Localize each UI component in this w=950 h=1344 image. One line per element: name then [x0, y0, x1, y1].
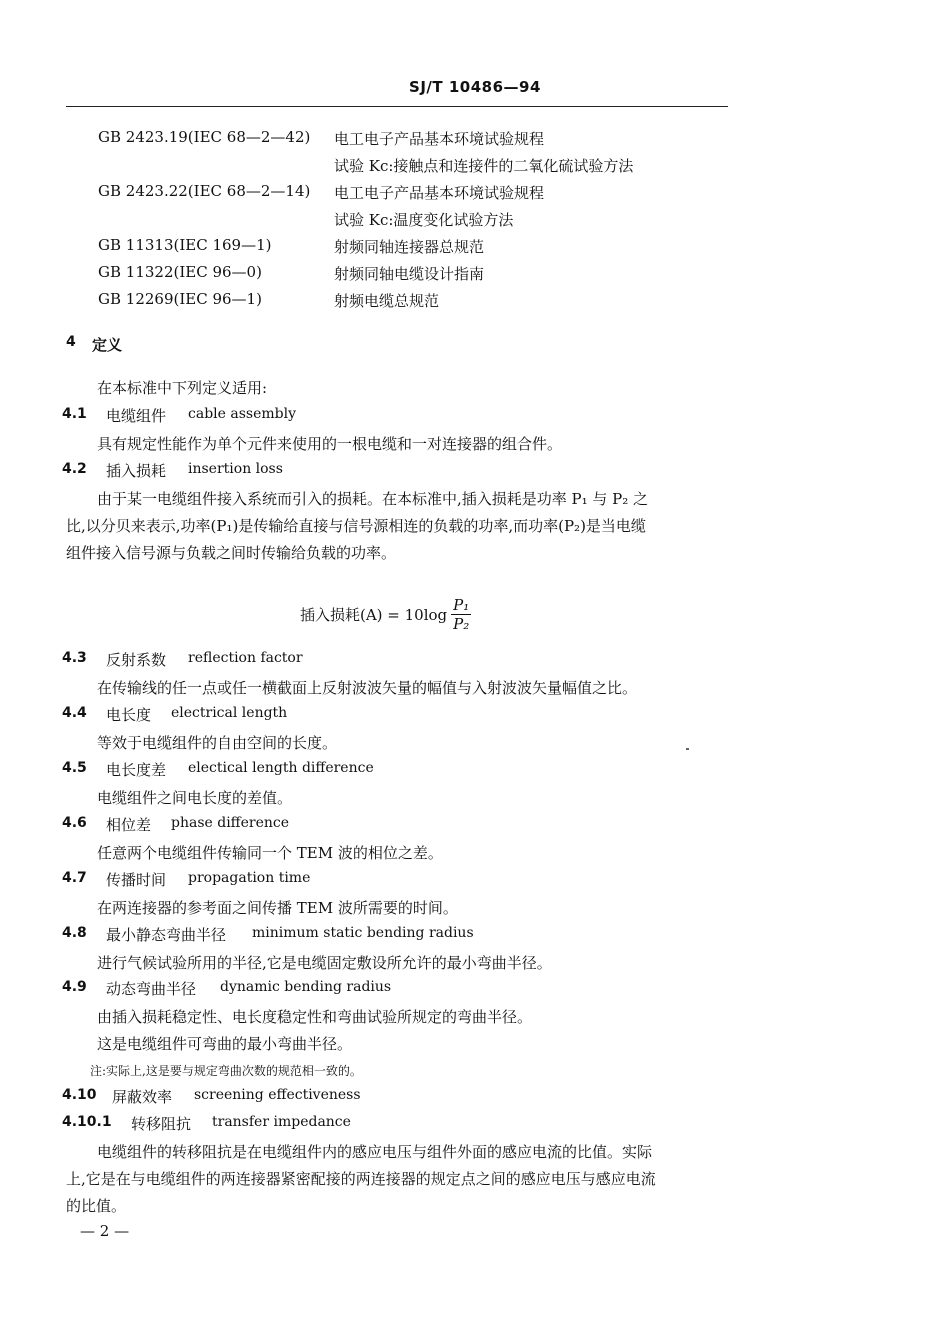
ref-code: GB 2423.19(IEC 68—2—42): [98, 128, 311, 146]
formula-fraction: [451, 596, 471, 633]
term-chinese: 插入损耗: [106, 462, 167, 480]
term-chinese: 电长度: [106, 706, 152, 724]
section-number: 4: [66, 334, 76, 350]
term-english: electrical length: [171, 705, 288, 721]
ref-code: GB 12269(IEC 96—1): [98, 290, 262, 308]
definition-text: 任意两个电缆组件传输同一个 TEM 波的相位之差。: [97, 844, 443, 862]
def-number: 4.1: [62, 406, 87, 422]
definition-text: 上,它是在与电缆组件的两连接器紧密配接的两连接器的规定点之间的感应电压与感应电流: [66, 1170, 656, 1188]
section-title: 定义: [92, 336, 123, 354]
ref-code: GB 11322(IEC 96—0): [98, 263, 262, 281]
definition-text: 由于某一电缆组件接入系统而引入的损耗。在本标准中,插入损耗是功率 P₁ 与 P₂ 之: [97, 490, 649, 508]
insertion-loss-formula: [300, 596, 471, 633]
term-english: screening effectiveness: [194, 1087, 361, 1103]
definition-text: 电缆组件的转移阻抗是在电缆组件内的感应电压与组件外面的感应电流的比值。实际: [97, 1143, 653, 1161]
header-rule: [66, 106, 728, 107]
term-chinese: 转移阻抗: [131, 1115, 192, 1133]
term-english: dynamic bending radius: [220, 979, 392, 995]
term-english: transfer impedance: [212, 1114, 351, 1130]
term-chinese: 相位差: [106, 816, 152, 834]
ref-code: GB 11313(IEC 169—1): [98, 236, 272, 254]
scan-speck: [686, 748, 689, 750]
term-chinese: 电缆组件: [106, 407, 167, 425]
definition-text: 组件接入信号源与负载之间时传输给负载的功率。: [66, 544, 397, 562]
definition-text: 在传输线的任一点或任一横截面上反射波波矢量的幅值与入射波波矢量幅值之比。: [97, 679, 638, 697]
term-chinese: 动态弯曲半径: [106, 980, 197, 998]
term-chinese: 传播时间: [106, 871, 167, 889]
formula-numerator: P₁: [453, 596, 470, 614]
def-number: 4.3: [62, 650, 87, 666]
term-chinese: 电长度差: [106, 761, 167, 779]
term-english: propagation time: [188, 870, 311, 886]
term-english: electical length difference: [188, 760, 374, 776]
def-number: 4.8: [62, 925, 87, 941]
definition-text: 的比值。: [66, 1197, 127, 1215]
definition-text: 具有规定性能作为单个元件来使用的一根电缆和一对连接器的组合件。: [97, 435, 563, 453]
term-english: minimum static bending radius: [252, 925, 474, 941]
section-intro: 在本标准中下列定义适用:: [97, 379, 268, 397]
ref-title: 电工电子产品基本环境试验规程: [334, 184, 545, 202]
term-english: phase difference: [171, 815, 290, 831]
term-chinese: 屏蔽效率: [112, 1088, 173, 1106]
definition-text: 等效于电缆组件的自由空间的长度。: [97, 734, 338, 752]
ref-title: 射频电缆总规范: [334, 292, 440, 310]
def-number: 4.2: [62, 461, 87, 477]
formula-denominator: P₂: [453, 615, 470, 633]
definition-text: 进行气候试验所用的半径,它是电缆固定敷设所允许的最小弯曲半径。: [97, 954, 552, 972]
ref-title: 试验 Kc:接触点和连接件的二氧化硫试验方法: [334, 157, 634, 175]
ref-title: 电工电子产品基本环境试验规程: [334, 130, 545, 148]
def-number: 4.7: [62, 870, 87, 886]
def-number: 4.10.1: [62, 1114, 112, 1130]
ref-title: 试验 Kc:温度变化试验方法: [334, 211, 514, 229]
def-number: 4.4: [62, 705, 87, 721]
term-chinese: 最小静态弯曲半径: [106, 926, 227, 944]
page-number: — 2 —: [80, 1222, 130, 1240]
def-number: 4.10: [62, 1087, 97, 1103]
definition-text: 这是电缆组件可弯曲的最小弯曲半径。: [97, 1035, 353, 1053]
def-number: 4.5: [62, 760, 87, 776]
term-english: cable assembly: [188, 406, 296, 422]
ref-title: 射频同轴电缆设计指南: [334, 265, 485, 283]
def-number: 4.9: [62, 979, 87, 995]
term-chinese: 反射系数: [106, 651, 167, 669]
ref-code: GB 2423.22(IEC 68—2—14): [98, 182, 311, 200]
definition-text: 由插入损耗稳定性、电长度稳定性和弯曲试验所规定的弯曲半径。: [97, 1008, 533, 1026]
definition-text: 比,以分贝来表示,功率(P₁)是传输给直接与信号源相连的负载的功率,而功率(P₂)是当电缆: [66, 517, 646, 535]
term-english: reflection factor: [188, 650, 303, 666]
ref-title: 射频同轴连接器总规范: [334, 238, 485, 256]
formula-lhs: 插入损耗(A) = 10log: [300, 606, 448, 624]
def-number: 4.6: [62, 815, 87, 831]
definition-text: 电缆组件之间电长度的差值。: [97, 789, 293, 807]
document-code-header: SJ/T 10486—94: [409, 78, 541, 96]
term-english: insertion loss: [188, 461, 283, 477]
note-text: 注:实际上,这是要与规定弯曲次数的规范相一致的。: [90, 1064, 362, 1078]
definition-text: 在两连接器的参考面之间传播 TEM 波所需要的时间。: [97, 899, 458, 917]
